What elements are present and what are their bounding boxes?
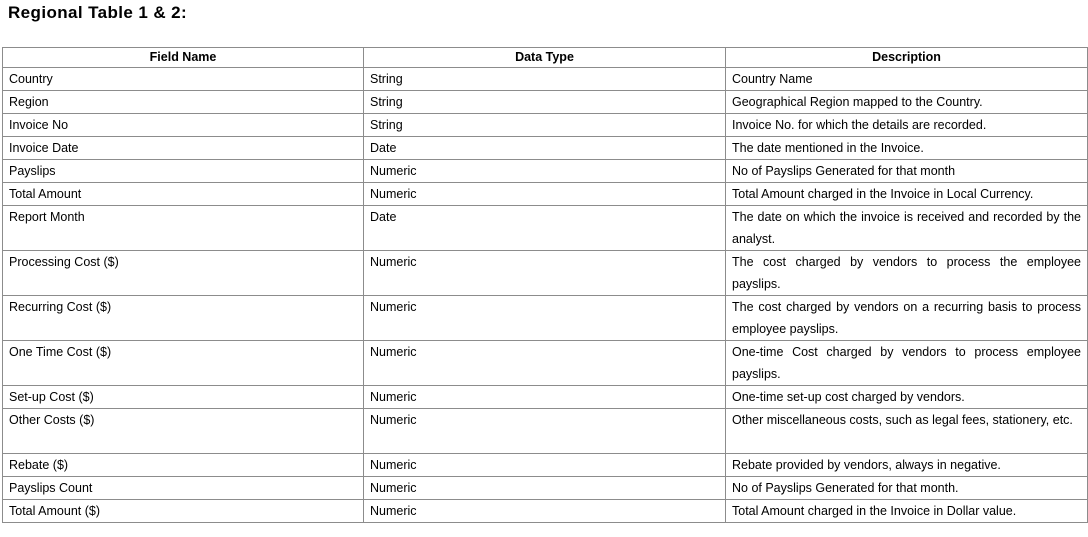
cell-field-name: Recurring Cost ($) <box>3 296 364 341</box>
cell-field-name: Invoice Date <box>3 137 364 160</box>
cell-description: Other miscellaneous costs, such as legal fees, stationery, etc. <box>726 409 1088 454</box>
cell-description: One-time set-up cost charged by vendors. <box>726 386 1088 409</box>
cell-description: Rebate provided by vendors, always in negative. <box>726 454 1088 477</box>
cell-description: Country Name <box>726 68 1088 91</box>
cell-description: One-time Cost charged by vendors to process employee payslips. <box>726 341 1088 386</box>
cell-field-name: Payslips <box>3 160 364 183</box>
header-data-type: Data Type <box>364 48 726 68</box>
cell-field-name: Invoice No <box>3 114 364 137</box>
cell-description: The cost charged by vendors on a recurring basis to process employee payslips. <box>726 296 1088 341</box>
cell-field-name: Total Amount <box>3 183 364 206</box>
cell-data-type: Numeric <box>364 477 726 500</box>
cell-field-name: One Time Cost ($) <box>3 341 364 386</box>
cell-description: Geographical Region mapped to the Country. <box>726 91 1088 114</box>
table-row <box>3 454 1088 477</box>
cell-data-type: String <box>364 68 726 91</box>
cell-data-type: Numeric <box>364 296 726 341</box>
cell-description: The date on which the invoice is received and recorded by the analyst. <box>726 206 1088 251</box>
table-header-row <box>3 48 1088 68</box>
table-body <box>3 68 1088 523</box>
header-description: Description <box>726 48 1088 68</box>
cell-data-type: Numeric <box>364 160 726 183</box>
cell-data-type: Date <box>364 206 726 251</box>
page-title: Regional Table 1 & 2: <box>8 3 188 22</box>
cell-data-type: Numeric <box>364 500 726 523</box>
cell-field-name: Payslips Count <box>3 477 364 500</box>
cell-field-name: Other Costs ($) <box>3 409 364 454</box>
cell-description: No of Payslips Generated for that month. <box>726 477 1088 500</box>
table-row <box>3 114 1088 137</box>
table-row <box>3 68 1088 91</box>
table-row <box>3 296 1088 341</box>
cell-data-type: Numeric <box>364 454 726 477</box>
table-row <box>3 386 1088 409</box>
cell-data-type: Numeric <box>364 183 726 206</box>
cell-field-name: Total Amount ($) <box>3 500 364 523</box>
cell-field-name: Rebate ($) <box>3 454 364 477</box>
table-row <box>3 206 1088 251</box>
table-row <box>3 341 1088 386</box>
table-row <box>3 137 1088 160</box>
cell-description: The cost charged by vendors to process the employee payslips. <box>726 251 1088 296</box>
table-row <box>3 160 1088 183</box>
table-row <box>3 500 1088 523</box>
cell-field-name: Region <box>3 91 364 114</box>
header-field-name: Field Name <box>3 48 364 68</box>
table-row <box>3 409 1088 454</box>
cell-description: Total Amount charged in the Invoice in Local Currency. <box>726 183 1088 206</box>
table-row <box>3 477 1088 500</box>
cell-data-type: Date <box>364 137 726 160</box>
cell-data-type: String <box>364 114 726 137</box>
cell-field-name: Country <box>3 68 364 91</box>
cell-field-name: Processing Cost ($) <box>3 251 364 296</box>
cell-description: Invoice No. for which the details are recorded. <box>726 114 1088 137</box>
table-row <box>3 251 1088 296</box>
regional-fields-table <box>2 47 1088 523</box>
cell-description: Total Amount charged in the Invoice in Dollar value. <box>726 500 1088 523</box>
cell-description: No of Payslips Generated for that month <box>726 160 1088 183</box>
cell-data-type: Numeric <box>364 386 726 409</box>
cell-data-type: Numeric <box>364 409 726 454</box>
cell-data-type: Numeric <box>364 251 726 296</box>
cell-data-type: String <box>364 91 726 114</box>
table-row <box>3 183 1088 206</box>
table-row <box>3 91 1088 114</box>
cell-description: The date mentioned in the Invoice. <box>726 137 1088 160</box>
cell-field-name: Set-up Cost ($) <box>3 386 364 409</box>
cell-field-name: Report Month <box>3 206 364 251</box>
table-container <box>2 47 1087 523</box>
cell-data-type: Numeric <box>364 341 726 386</box>
